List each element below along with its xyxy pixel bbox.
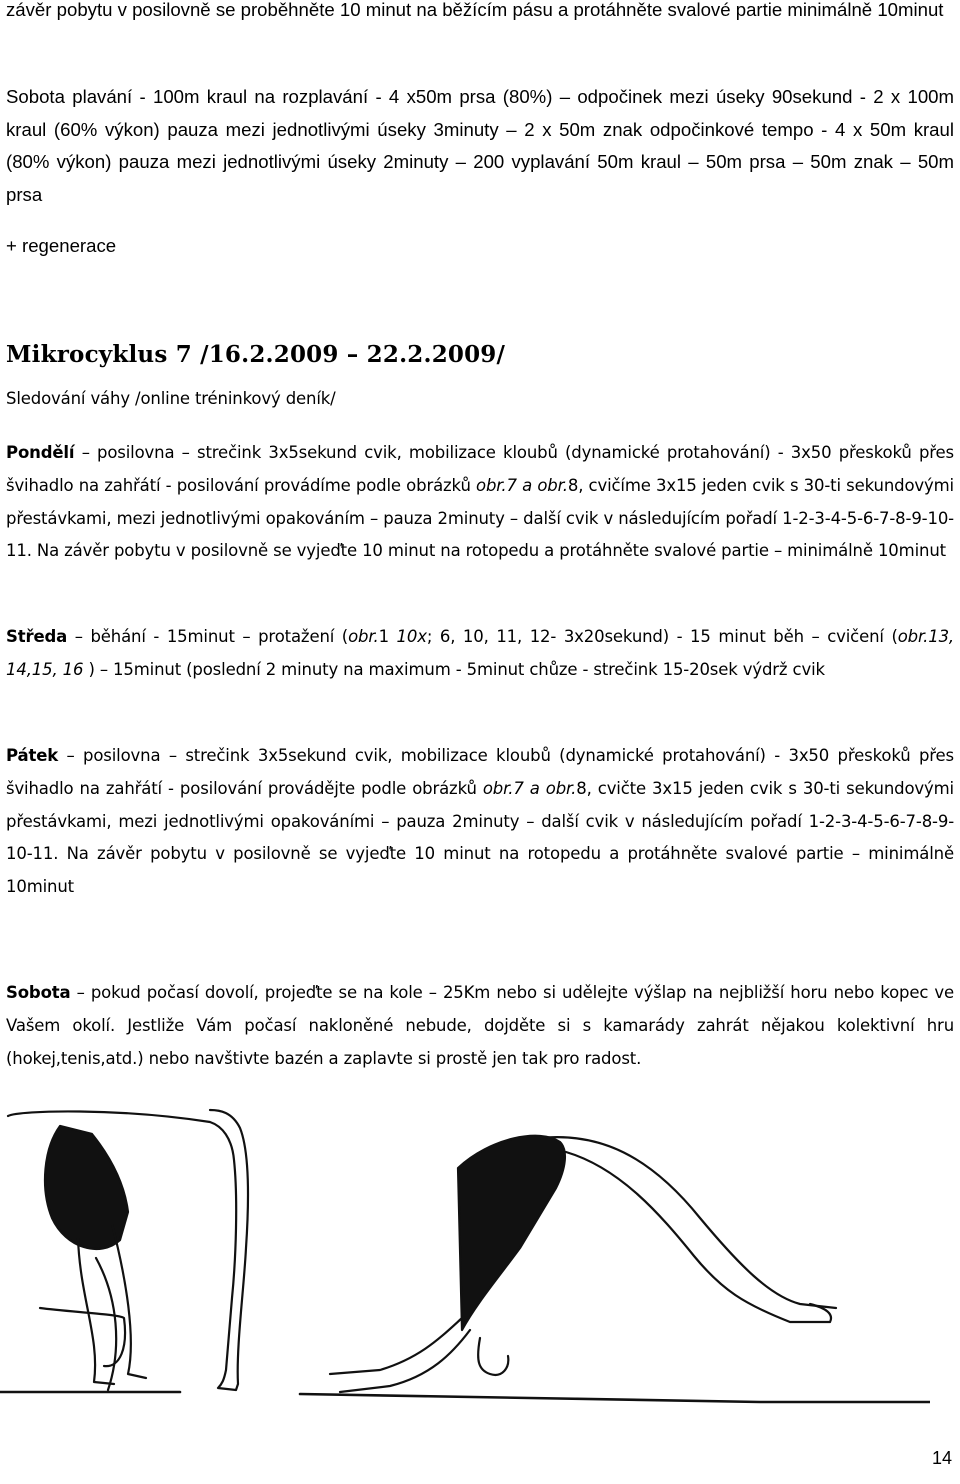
exercise-illustration — [0, 1108, 930, 1408]
day-label-monday: Pondělí — [6, 443, 75, 462]
page-number: 14 — [931, 1448, 952, 1468]
day-label-friday: Pátek — [6, 746, 59, 765]
monday-paragraph: Pondělí – posilovna – strečink 3x5sekund cvik, mobilizace kloubů (dynamické protahování) - 3x50 přeskoků přes švihadlo na zahřátí - posilování provádíme podle obrázků obr.7 a obr.8, cvičíme 3x15 jeden cvik s 30-ti sekundovými přestávkami, mezi jednotlivými opakováním – pauza 2minuty – další cvik v následujícím pořadí 1-2-3-4-5-6-7-8-9-10-11. Na závěr pobytu v posilovně se vyjeďte 10 minut na rotopedu a protáhněte svalové partie – minimálně 10minut — [6, 443, 960, 561]
figure-reference: obr.7 a obr. — [476, 475, 568, 495]
regeneration-note: + regenerace — [6, 235, 117, 256]
wednesday-paragraph: Středa – běhání - 15minut – protažení (obr.1 10x; 6, 10, 11, 12- 3x20sekund) - 15 minut běh – cvičení (obr.13, 14,15, 16 ) – 15minut (poslední 2 minuty na maximum - 5minut chůze - strečink 15-20sek výdrž cvik — [6, 627, 955, 679]
microcycle-subtitle: Sledování váhy /online tréninkový deník/ — [6, 389, 336, 408]
downward-dog-figure — [300, 1136, 930, 1402]
standing-forward-bend-figure — [0, 1110, 248, 1392]
figure-reference: obr.7 a obr. — [482, 778, 577, 798]
saturday-paragraph: Sobota – pokud počasí dovolí, projeďte se na kole – 25Km nebo si udělejte výšlap na nejbližší horu nebo kopec ve Vašem okolí. Jestliže Vám počasí nakloněné nebude, dojděte si s kamarády zahrát nějakou kolektivní hru (hokej,tenis,atd.) nebo navštivte bazén a zaplavte si prostě jen tak pro radost. — [6, 983, 960, 1068]
day-label-saturday: Sobota — [6, 983, 71, 1002]
figure-reference: obr. — [897, 627, 929, 646]
microcycle-heading: Mikrocyklus 7 /16.2.2009 – 22.2.2009/ — [6, 341, 506, 368]
friday-paragraph: Pátek – posilovna – strečink 3x5sekund cvik, mobilizace kloubů (dynamické protahování) - 3x50 přeskoků přes švihadlo na zahřátí - posilování provádějte podle obrázků obr.7 a obr.8, cvičte 3x15 jeden cvik s 30-ti sekundovými přestávkami, mezi jednotlivými opakováními – pauza 2minuty – další cvik v následujícím pořadí 1-2-3-4-5-6-7-8-9-10-11. Na závěr pobytu v posilovně se vyjeďte 10 minut na rotopedu a protáhněte svalové partie – minimálně 10minut — [6, 746, 960, 897]
day-label-wednesday: Středa — [6, 627, 68, 646]
intro-paragraph: závěr pobytu v posilovně se proběhněte 10 minut na běžícím pásu a protáhněte svalové partie minimálně 10minut — [6, 0, 944, 20]
figure-reference: obr. — [348, 627, 379, 646]
saturday-swimming-paragraph: Sobota plavání - 100m kraul na rozplavání - 4 x50m prsa (80%) – odpočinek mezi úseky 90sekund - 2 x 100m kraul (60% výkon) pauza mezi jednotlivými úseky 3minuty – 2 x 50m znak odpočinkové tempo - 4 x 50m kraul (80% výkon) pauza mezi jednotlivými úseky 2minuty – 200 vyplavání 50m kraul – 50m prsa – 50m znak – 50m prsa — [6, 86, 960, 205]
